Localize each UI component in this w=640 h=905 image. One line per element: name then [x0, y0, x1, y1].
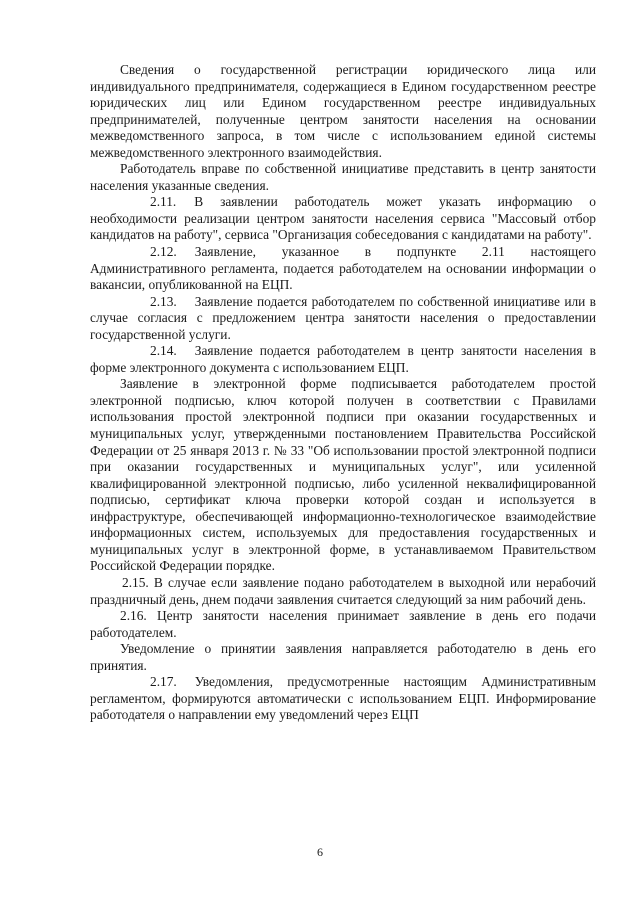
- paragraph-electronic-signature: [90, 376, 596, 575]
- paragraph-number: 2.17.: [150, 674, 177, 690]
- paragraph-2-13: [90, 294, 596, 344]
- paragraph-text: Уведомление о принятии заявления направляется работодателю в день его принятия.: [90, 641, 596, 673]
- paragraph-2-15: [90, 575, 596, 608]
- paragraph-text: 2.15. В случае если заявление подано работодателем в выходной или нерабочий праздничный день, днем подачи заявления считается следующий за ним рабочий день.: [90, 574, 596, 607]
- paragraph-2-14: [90, 343, 596, 376]
- paragraph-text: Сведения о государственной регистрации юридического лица или индивидуального предпринимателя, содержащиеся в Едином государственном реестре юридических лиц или Едином государственном реестре индивидуальных предпринимателей, полученные центром занятости населения на основании межведомственного запроса, в том числе с использованием единой системы межведомственного электронного взаимодействия.: [90, 62, 596, 160]
- paragraph-2-16: [90, 608, 596, 641]
- paragraph-text: Заявление подается работодателем по собственной инициативе или в случае согласия с предложением центра занятости населения о предоставлении государственной услуги.: [90, 293, 596, 342]
- paragraph-number: 2.13.: [150, 293, 177, 309]
- paragraph-text: Заявление в электронной форме подписывается работодателем простой электронной подписью, ключ которой получен в соответствии с Правилами использования простой электронной подписи при оказании государственных и муниципальных услуг, утвержденными постановлением Правительства Российской Федерации от 25 января 2013 г. № 33 "Об использовании простой электронной подписи при оказании государственных и муниципальных услуг", или усиленной квалифицированной электронной подписью, либо усиленной неквалифицированной подписью, сертификат ключа проверки которой создан и используется в инфраструктуре, обеспечивающей информационно-технологическое взаимодействие информационных систем, используемых для предоставления государственных и муниципальных услуг в электронной форме, в устанавливаемом Правительством Российской Федерации порядке.: [90, 376, 596, 574]
- paragraph-acceptance-notice: [90, 641, 596, 674]
- page-number: 6: [317, 845, 323, 859]
- paragraph-text: Заявление, указанное в подпункте 2.11 настоящего Административного регламента, подается работодателем на основании информации о вакансии, опубликованной на ЕЦП.: [90, 244, 596, 293]
- paragraph-number: 2.14.: [150, 343, 177, 359]
- paragraph-2-17: [90, 674, 596, 724]
- paragraph-2-12: [90, 244, 596, 294]
- paragraph-text: Уведомления, предусмотренные настоящим Административным регламентом, формируются автоматически с использованием ЕЦП. Информирование работодателя о направлении ему уведомлений через ЕЦП: [90, 674, 596, 723]
- paragraph-text: В заявлении работодатель может указать информацию о необходимости реализации центром занятости населения сервиса "Массовый отбор кандидатов на работу", сервиса "Организация собеседования с кандидатами на работу".: [90, 194, 596, 243]
- paragraph-text: Работодатель вправе по собственной инициативе представить в центр занятости населения указанные сведения.: [90, 161, 596, 193]
- paragraph-text: Заявление подается работодателем в центр занятости населения в форме электронного документа с использованием ЕЦП.: [90, 343, 596, 375]
- paragraph-number: 2.11.: [150, 194, 177, 210]
- paragraph-employer-initiative: [90, 161, 596, 194]
- paragraph-2-11: [90, 194, 596, 244]
- paragraph-number: 2.12.: [150, 244, 177, 260]
- document-page: [90, 62, 596, 724]
- paragraph-registration-info: [90, 62, 596, 161]
- paragraph-text: 2.16. Центр занятости населения принимает заявление в день его подачи работодателем.: [90, 608, 596, 640]
